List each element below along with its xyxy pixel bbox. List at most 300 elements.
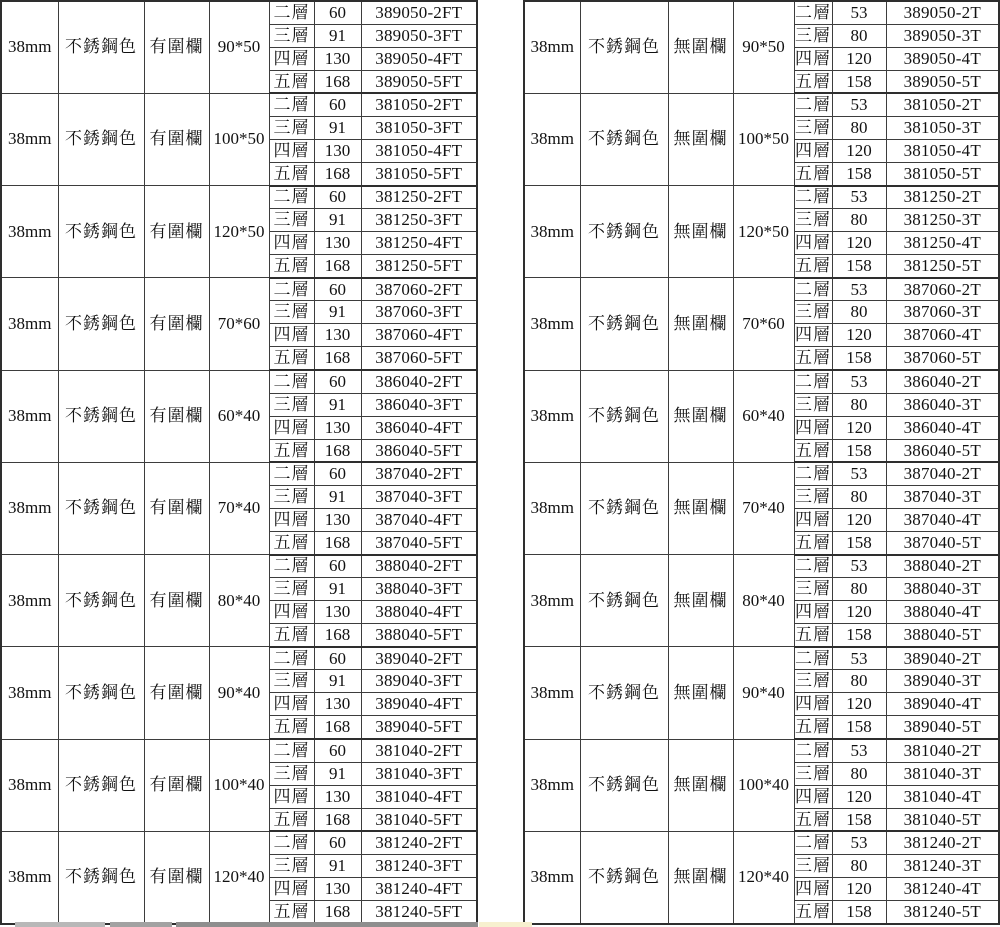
product-code-cell: 387060-3FT	[361, 301, 477, 324]
cutoff-highlight-artifact	[479, 922, 532, 927]
product-code-cell: 381050-4T	[886, 139, 999, 162]
product-code-cell: 389050-2T	[886, 1, 999, 24]
price-cell: 168	[314, 900, 361, 924]
size-cell: 100*40	[733, 739, 794, 831]
fence-option-cell: 無圍欄	[668, 93, 733, 185]
price-cell: 91	[314, 116, 361, 139]
product-code-cell: 381240-3T	[886, 854, 999, 877]
tier-cell: 二層	[269, 1, 314, 24]
frame-color-cell: 不銹鋼色	[58, 739, 144, 831]
price-cell: 91	[314, 301, 361, 324]
price-cell: 158	[832, 716, 886, 739]
frame-color-cell: 不銹鋼色	[58, 370, 144, 462]
price-cell: 53	[832, 462, 886, 485]
product-code-cell: 381240-5FT	[361, 900, 477, 924]
price-cell: 60	[314, 739, 361, 762]
fence-option-cell: 有圍欄	[144, 739, 209, 831]
product-code-cell: 381050-2FT	[361, 93, 477, 116]
product-code-cell: 389040-2T	[886, 647, 999, 670]
tier-cell: 四層	[269, 508, 314, 531]
product-code-cell: 386040-5FT	[361, 439, 477, 462]
tier-cell: 二層	[794, 370, 832, 393]
tier-cell: 五層	[269, 255, 314, 278]
product-code-cell: 387060-4T	[886, 324, 999, 347]
tier-cell: 二層	[269, 831, 314, 854]
fence-option-cell: 無圍欄	[668, 186, 733, 278]
product-code-cell: 388040-2FT	[361, 555, 477, 578]
price-cell: 80	[832, 578, 886, 601]
price-cell: 120	[832, 877, 886, 900]
tier-cell: 五層	[794, 624, 832, 647]
tier-cell: 四層	[794, 232, 832, 255]
tier-cell: 三層	[794, 854, 832, 877]
tier-cell: 二層	[794, 555, 832, 578]
tier-cell: 四層	[794, 47, 832, 70]
cutoff-row-artifact	[110, 922, 172, 927]
product-code-cell: 389040-5FT	[361, 716, 477, 739]
tier-cell: 二層	[269, 278, 314, 301]
tier-cell: 四層	[269, 785, 314, 808]
tier-cell: 四層	[794, 601, 832, 624]
tier-cell: 二層	[269, 370, 314, 393]
frame-color-cell: 不銹鋼色	[58, 647, 144, 739]
product-code-cell: 381240-4FT	[361, 877, 477, 900]
size-cell: 60*40	[733, 370, 794, 462]
price-cell: 168	[314, 624, 361, 647]
product-code-cell: 381250-2T	[886, 186, 999, 209]
frame-color-cell: 不銹鋼色	[58, 462, 144, 554]
product-code-cell: 389050-3FT	[361, 24, 477, 47]
product-code-cell: 381250-5FT	[361, 255, 477, 278]
fence-option-cell: 無圍欄	[668, 555, 733, 647]
tier-cell: 二層	[269, 186, 314, 209]
tier-cell: 三層	[269, 24, 314, 47]
size-cell: 70*40	[209, 462, 269, 554]
size-cell: 120*50	[209, 186, 269, 278]
tier-cell: 五層	[269, 439, 314, 462]
frame-color-cell: 不銹鋼色	[580, 278, 668, 370]
price-cell: 158	[832, 162, 886, 185]
tier-cell: 四層	[269, 139, 314, 162]
tier-cell: 五層	[794, 255, 832, 278]
cutoff-row-artifact	[176, 922, 478, 927]
product-code-cell: 381050-5T	[886, 162, 999, 185]
price-cell: 60	[314, 93, 361, 116]
tier-cell: 四層	[269, 232, 314, 255]
price-cell: 60	[314, 647, 361, 670]
tier-cell: 三層	[269, 578, 314, 601]
price-cell: 120	[832, 785, 886, 808]
fence-option-cell: 無圍欄	[668, 462, 733, 554]
product-code-cell: 387060-2FT	[361, 278, 477, 301]
product-code-cell: 387040-2FT	[361, 462, 477, 485]
fence-option-cell: 有圍欄	[144, 370, 209, 462]
product-code-cell: 381240-2FT	[361, 831, 477, 854]
price-cell: 91	[314, 854, 361, 877]
size-cell: 80*40	[733, 555, 794, 647]
price-cell: 91	[314, 393, 361, 416]
price-cell: 130	[314, 416, 361, 439]
product-code-cell: 389050-5FT	[361, 70, 477, 93]
price-table-with-fence	[0, 0, 478, 925]
product-code-cell: 388040-5FT	[361, 624, 477, 647]
price-cell: 80	[832, 762, 886, 785]
fence-option-cell: 無圍欄	[668, 739, 733, 831]
price-cell: 158	[832, 531, 886, 554]
tube-diameter-cell: 38mm	[524, 555, 580, 647]
tier-cell: 三層	[794, 670, 832, 693]
tier-cell: 二層	[269, 555, 314, 578]
price-table-no-fence-body	[524, 1, 999, 924]
tube-diameter-cell: 38mm	[1, 186, 58, 278]
tier-cell: 五層	[794, 808, 832, 831]
price-cell: 130	[314, 47, 361, 70]
tier-cell: 三層	[269, 393, 314, 416]
product-code-cell: 389040-4T	[886, 693, 999, 716]
size-cell: 80*40	[209, 555, 269, 647]
product-code-cell: 381250-4FT	[361, 232, 477, 255]
tier-cell: 五層	[794, 70, 832, 93]
frame-color-cell: 不銹鋼色	[580, 370, 668, 462]
price-cell: 60	[314, 831, 361, 854]
price-cell: 158	[832, 808, 886, 831]
price-cell: 80	[832, 301, 886, 324]
product-code-cell: 389050-3T	[886, 24, 999, 47]
product-code-cell: 389040-3FT	[361, 670, 477, 693]
tier-cell: 三層	[794, 762, 832, 785]
price-cell: 168	[314, 255, 361, 278]
tier-cell: 二層	[794, 462, 832, 485]
tier-cell: 五層	[269, 347, 314, 370]
tier-cell: 四層	[794, 785, 832, 808]
product-code-cell: 387060-3T	[886, 301, 999, 324]
frame-color-cell: 不銹鋼色	[580, 831, 668, 924]
price-cell: 168	[314, 162, 361, 185]
tier-cell: 五層	[269, 900, 314, 924]
price-cell: 80	[832, 209, 886, 232]
price-cell: 120	[832, 139, 886, 162]
product-code-cell: 381040-5FT	[361, 808, 477, 831]
tier-cell: 四層	[269, 601, 314, 624]
frame-color-cell: 不銹鋼色	[58, 555, 144, 647]
fence-option-cell: 無圍欄	[668, 1, 733, 93]
tier-cell: 二層	[269, 739, 314, 762]
tier-cell: 三層	[269, 762, 314, 785]
size-cell: 100*50	[209, 93, 269, 185]
tier-cell: 二層	[794, 278, 832, 301]
tier-cell: 五層	[794, 439, 832, 462]
price-cell: 130	[314, 139, 361, 162]
frame-color-cell: 不銹鋼色	[58, 831, 144, 924]
tier-cell: 四層	[794, 324, 832, 347]
product-code-cell: 381040-4T	[886, 785, 999, 808]
tube-diameter-cell: 38mm	[524, 831, 580, 924]
price-cell: 158	[832, 347, 886, 370]
price-cell: 80	[832, 116, 886, 139]
product-code-cell: 389050-2FT	[361, 1, 477, 24]
tier-cell: 五層	[794, 531, 832, 554]
tier-cell: 二層	[269, 647, 314, 670]
tier-cell: 五層	[269, 808, 314, 831]
tier-cell: 三層	[269, 670, 314, 693]
tier-cell: 三層	[794, 116, 832, 139]
tier-cell: 五層	[794, 162, 832, 185]
frame-color-cell: 不銹鋼色	[580, 93, 668, 185]
price-cell: 53	[832, 555, 886, 578]
price-cell: 120	[832, 416, 886, 439]
product-code-cell: 381250-5T	[886, 255, 999, 278]
product-code-cell: 388040-4FT	[361, 601, 477, 624]
tier-cell: 二層	[794, 739, 832, 762]
price-cell: 120	[832, 47, 886, 70]
product-code-cell: 381250-3T	[886, 209, 999, 232]
product-code-cell: 381240-4T	[886, 877, 999, 900]
product-code-cell: 387040-4FT	[361, 508, 477, 531]
tube-diameter-cell: 38mm	[1, 462, 58, 554]
tube-diameter-cell: 38mm	[1, 555, 58, 647]
product-code-cell: 381240-5T	[886, 900, 999, 924]
size-cell: 120*40	[209, 831, 269, 924]
product-code-cell: 387060-5T	[886, 347, 999, 370]
product-code-cell: 389050-5T	[886, 70, 999, 93]
frame-color-cell: 不銹鋼色	[58, 186, 144, 278]
tier-cell: 二層	[269, 462, 314, 485]
tier-cell: 三層	[794, 24, 832, 47]
tier-cell: 三層	[794, 301, 832, 324]
tier-cell: 五層	[794, 900, 832, 924]
size-cell: 90*50	[209, 1, 269, 93]
tier-cell: 五層	[269, 624, 314, 647]
tier-cell: 二層	[794, 647, 832, 670]
product-code-cell: 387060-5FT	[361, 347, 477, 370]
price-cell: 53	[832, 739, 886, 762]
tube-diameter-cell: 38mm	[1, 739, 58, 831]
price-cell: 168	[314, 70, 361, 93]
price-cell: 80	[832, 24, 886, 47]
size-cell: 90*40	[209, 647, 269, 739]
product-code-cell: 386040-2T	[886, 370, 999, 393]
product-code-cell: 387040-2T	[886, 462, 999, 485]
tube-diameter-cell: 38mm	[1, 370, 58, 462]
price-cell: 91	[314, 670, 361, 693]
fence-option-cell: 無圍欄	[668, 831, 733, 924]
size-cell: 70*60	[733, 278, 794, 370]
product-code-cell: 381250-3FT	[361, 209, 477, 232]
price-cell: 91	[314, 24, 361, 47]
tier-cell: 二層	[269, 93, 314, 116]
tier-cell: 三層	[794, 485, 832, 508]
fence-option-cell: 無圍欄	[668, 647, 733, 739]
tube-diameter-cell: 38mm	[524, 462, 580, 554]
tube-diameter-cell: 38mm	[524, 1, 580, 93]
price-cell: 158	[832, 70, 886, 93]
price-cell: 53	[832, 647, 886, 670]
product-code-cell: 389040-3T	[886, 670, 999, 693]
tier-cell: 四層	[794, 416, 832, 439]
tier-cell: 五層	[794, 716, 832, 739]
tube-diameter-cell: 38mm	[524, 739, 580, 831]
product-code-cell: 381040-2T	[886, 739, 999, 762]
tier-cell: 五層	[269, 70, 314, 93]
tube-diameter-cell: 38mm	[524, 278, 580, 370]
product-code-cell: 386040-4T	[886, 416, 999, 439]
price-cell: 130	[314, 601, 361, 624]
size-cell: 60*40	[209, 370, 269, 462]
price-cell: 168	[314, 808, 361, 831]
product-code-cell: 387040-3FT	[361, 485, 477, 508]
price-table-no-fence	[523, 0, 1000, 925]
frame-color-cell: 不銹鋼色	[580, 555, 668, 647]
price-cell: 53	[832, 831, 886, 854]
fence-option-cell: 有圍欄	[144, 555, 209, 647]
price-cell: 130	[314, 232, 361, 255]
product-code-cell: 381050-3T	[886, 116, 999, 139]
price-cell: 158	[832, 439, 886, 462]
tier-cell: 二層	[794, 1, 832, 24]
price-cell: 120	[832, 693, 886, 716]
tier-cell: 四層	[269, 877, 314, 900]
cutoff-row-artifact	[15, 922, 105, 927]
tier-cell: 三層	[269, 485, 314, 508]
price-cell: 120	[832, 232, 886, 255]
price-cell: 120	[832, 601, 886, 624]
price-cell: 158	[832, 255, 886, 278]
product-code-cell: 381250-2FT	[361, 186, 477, 209]
price-cell: 53	[832, 1, 886, 24]
product-code-cell: 386040-3T	[886, 393, 999, 416]
product-code-cell: 388040-4T	[886, 601, 999, 624]
product-code-cell: 388040-2T	[886, 555, 999, 578]
tube-diameter-cell: 38mm	[1, 831, 58, 924]
product-code-cell: 387040-5T	[886, 531, 999, 554]
price-cell: 91	[314, 485, 361, 508]
frame-color-cell: 不銹鋼色	[580, 186, 668, 278]
tube-diameter-cell: 38mm	[1, 1, 58, 93]
product-code-cell: 381250-4T	[886, 232, 999, 255]
tier-cell: 三層	[269, 116, 314, 139]
product-code-cell: 381050-4FT	[361, 139, 477, 162]
product-code-cell: 388040-5T	[886, 624, 999, 647]
product-code-cell: 381040-5T	[886, 808, 999, 831]
tier-cell: 四層	[794, 693, 832, 716]
product-code-cell: 381050-5FT	[361, 162, 477, 185]
tier-cell: 五層	[794, 347, 832, 370]
frame-color-cell: 不銹鋼色	[580, 647, 668, 739]
product-code-cell: 389040-2FT	[361, 647, 477, 670]
fence-option-cell: 有圍欄	[144, 647, 209, 739]
price-cell: 130	[314, 324, 361, 347]
tier-cell: 二層	[794, 186, 832, 209]
size-cell: 70*60	[209, 278, 269, 370]
product-code-cell: 387060-2T	[886, 278, 999, 301]
frame-color-cell: 不銹鋼色	[58, 1, 144, 93]
tube-diameter-cell: 38mm	[524, 93, 580, 185]
tier-cell: 五層	[269, 716, 314, 739]
product-code-cell: 381040-3FT	[361, 762, 477, 785]
tier-cell: 四層	[269, 416, 314, 439]
tube-diameter-cell: 38mm	[1, 647, 58, 739]
product-code-cell: 386040-2FT	[361, 370, 477, 393]
price-cell: 158	[832, 624, 886, 647]
tube-diameter-cell: 38mm	[524, 370, 580, 462]
tier-cell: 四層	[269, 693, 314, 716]
product-code-cell: 381240-3FT	[361, 854, 477, 877]
fence-option-cell: 有圍欄	[144, 831, 209, 924]
price-cell: 60	[314, 1, 361, 24]
price-table-with-fence-body	[1, 1, 477, 924]
price-cell: 53	[832, 186, 886, 209]
price-cell: 60	[314, 278, 361, 301]
tube-diameter-cell: 38mm	[524, 186, 580, 278]
product-code-cell: 387040-4T	[886, 508, 999, 531]
product-code-cell: 381040-2FT	[361, 739, 477, 762]
tier-cell: 五層	[269, 162, 314, 185]
size-cell: 100*50	[733, 93, 794, 185]
fence-option-cell: 有圍欄	[144, 462, 209, 554]
tier-cell: 四層	[794, 508, 832, 531]
price-cell: 80	[832, 485, 886, 508]
price-cell: 53	[832, 278, 886, 301]
fence-option-cell: 無圍欄	[668, 370, 733, 462]
price-cell: 130	[314, 785, 361, 808]
price-cell: 80	[832, 854, 886, 877]
product-code-cell: 388040-3FT	[361, 578, 477, 601]
price-cell: 91	[314, 578, 361, 601]
product-code-cell: 388040-3T	[886, 578, 999, 601]
price-cell: 91	[314, 762, 361, 785]
product-code-cell: 381050-3FT	[361, 116, 477, 139]
tier-cell: 四層	[794, 877, 832, 900]
tube-diameter-cell: 38mm	[524, 647, 580, 739]
product-code-cell: 381050-2T	[886, 93, 999, 116]
fence-option-cell: 有圍欄	[144, 93, 209, 185]
tier-cell: 四層	[794, 139, 832, 162]
product-code-cell: 389040-5T	[886, 716, 999, 739]
fence-option-cell: 有圍欄	[144, 186, 209, 278]
tier-cell: 二層	[794, 831, 832, 854]
price-cell: 60	[314, 370, 361, 393]
price-cell: 120	[832, 508, 886, 531]
price-cell: 120	[832, 324, 886, 347]
frame-color-cell: 不銹鋼色	[580, 1, 668, 93]
tier-cell: 三層	[269, 301, 314, 324]
price-cell: 80	[832, 670, 886, 693]
product-code-cell: 387060-4FT	[361, 324, 477, 347]
price-cell: 168	[314, 439, 361, 462]
price-cell: 80	[832, 393, 886, 416]
tier-cell: 二層	[794, 93, 832, 116]
product-code-cell: 381240-2T	[886, 831, 999, 854]
price-cell: 130	[314, 693, 361, 716]
fence-option-cell: 無圍欄	[668, 278, 733, 370]
size-cell: 120*50	[733, 186, 794, 278]
tier-cell: 三層	[794, 578, 832, 601]
price-cell: 168	[314, 347, 361, 370]
size-cell: 100*40	[209, 739, 269, 831]
price-cell: 53	[832, 93, 886, 116]
tier-cell: 四層	[269, 47, 314, 70]
product-code-cell: 389050-4FT	[361, 47, 477, 70]
frame-color-cell: 不銹鋼色	[58, 278, 144, 370]
size-cell: 90*50	[733, 1, 794, 93]
price-cell: 53	[832, 370, 886, 393]
tier-cell: 三層	[269, 854, 314, 877]
size-cell: 70*40	[733, 462, 794, 554]
tube-diameter-cell: 38mm	[1, 93, 58, 185]
price-cell: 130	[314, 508, 361, 531]
price-cell: 60	[314, 186, 361, 209]
frame-color-cell: 不銹鋼色	[580, 462, 668, 554]
